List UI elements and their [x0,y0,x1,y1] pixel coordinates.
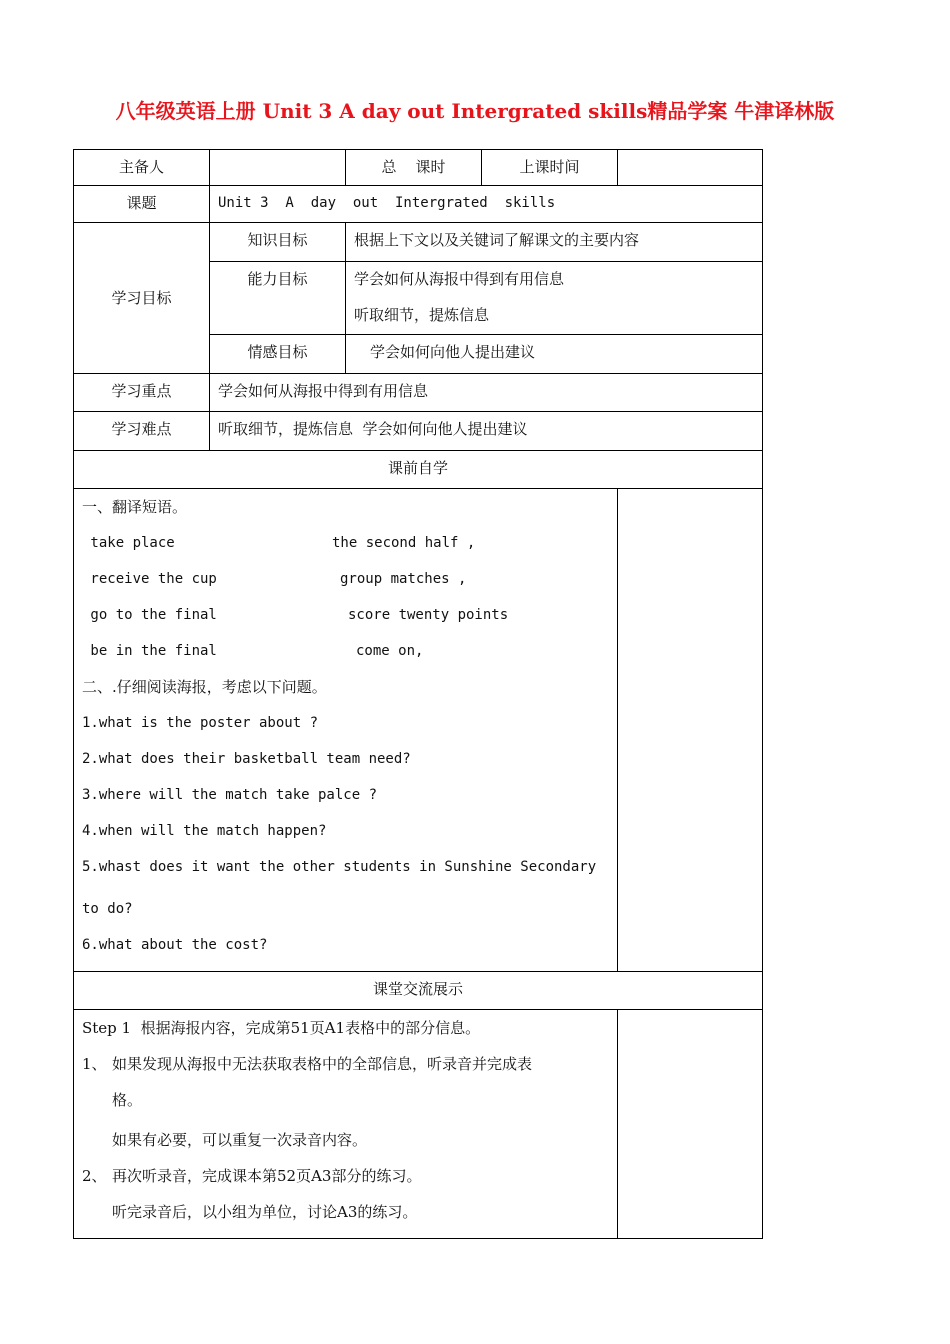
objectives-label: 学习目标 [74,223,210,374]
item-1-continued: 格。 [112,1091,143,1109]
item-1-number: 1、 [82,1055,107,1073]
difficulty-row [74,412,763,451]
emotion-value: 学会如何向他人提出建议 [346,335,763,374]
objective-knowledge-row [74,223,763,262]
topic-value: Unit 3 A day out Intergrated skills [210,186,763,223]
phrase-row [82,601,609,637]
difficulty-label: 学习难点 [74,412,210,451]
item-2-number: 2、 [82,1167,107,1185]
question-5-continued: to do? [82,901,133,917]
difficulty-value: 听取细节，提炼信息 学会如何向他人提出建议 [210,412,763,451]
step-1: Step 1 根据海报内容，完成第51页A1表格中的部分信息。 [82,1019,481,1037]
knowledge-value: 根据上下文以及关键词了解课文的主要内容 [346,223,763,262]
focus-row [74,374,763,412]
topic-label: 课题 [74,186,210,223]
question-2: 2.what does their basketball team need? [82,751,411,767]
classroom-notes-column [618,1010,763,1239]
preparer-value [210,150,346,186]
part1-title: 一、翻译短语。 [82,498,188,516]
phrase-row [82,565,609,601]
phrase-left: go to the final [82,607,217,623]
item-1 [82,1050,609,1086]
preview-content-row [74,489,763,972]
phrase-left: receive the cup [82,571,217,587]
preview-content [74,489,618,972]
preview-heading: 课前自学 [74,451,763,489]
question-3: 3.where will the match take palce ? [82,787,378,803]
class-time-value [618,150,763,186]
classroom-content-row [74,1010,763,1239]
ability-label: 能力目标 [210,262,346,335]
preparer-label: 主备人 [74,150,210,186]
phrase-row [82,637,609,673]
question-4: 4.when will the match happen? [82,823,327,839]
total-hours-label: 总 课时 [346,150,482,186]
question-5: 5.whast does it want the other students in Sunshine Secondary [82,859,597,875]
part2-title: 二、.仔细阅读海报，考虑以下问题。 [82,678,327,696]
ability-value-line-1: 学会如何从海报中得到有用信息 [354,270,565,288]
phrase-row [82,529,609,565]
ability-value [346,262,763,335]
question-6: 6.what about the cost? [82,937,268,953]
phrase-right: score twenty points [348,607,509,623]
classroom-heading-row [74,972,763,1010]
emotion-label: 情感目标 [210,335,346,374]
phrase-right: the second half , [332,535,476,551]
item-1-text: 如果发现从海报中无法获取表格中的全部信息，听录音并完成表 [112,1055,533,1073]
lesson-plan-table [73,149,763,1239]
item-2-note: 听完录音后，以小组为单位，讨论A3的练习。 [112,1203,418,1221]
classroom-heading: 课堂交流展示 [74,972,763,1010]
preview-heading-row [74,451,763,489]
item-1-note: 如果有必要，可以重复一次录音内容。 [112,1131,368,1149]
phrase-right: come on, [356,643,424,659]
question-1: 1.what is the poster about ? [82,715,319,731]
focus-value: 学会如何从海报中得到有用信息 [210,374,763,412]
item-2 [82,1162,609,1198]
item-2-text: 再次听录音，完成课本第52页A3部分的练习。 [112,1167,422,1185]
topic-row [74,186,763,223]
preview-notes-column [618,489,763,972]
phrase-right: group matches , [340,571,467,587]
phrase-left: take place [82,535,175,551]
header-row [74,150,763,186]
focus-label: 学习重点 [74,374,210,412]
ability-value-line-2: 听取细节，提炼信息 [354,306,490,324]
class-time-label: 上课时间 [482,150,618,186]
classroom-content [74,1010,618,1239]
document-title: 八年级英语上册 Unit 3 A day out Intergrated skills精品学案 牛津译林版 [115,99,835,123]
knowledge-label: 知识目标 [210,223,346,262]
phrase-left: be in the final [82,643,217,659]
